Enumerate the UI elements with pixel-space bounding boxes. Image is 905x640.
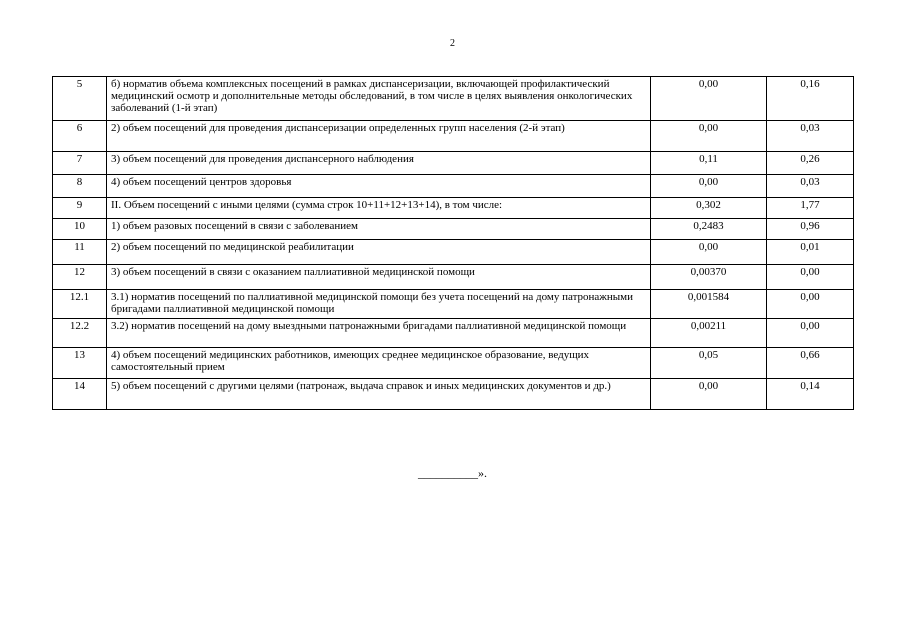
norms-table xyxy=(52,76,854,410)
row-value-2: 0,26 xyxy=(767,152,854,175)
row-number: 7 xyxy=(53,152,107,175)
table-row xyxy=(53,379,854,410)
row-value-2: 0,16 xyxy=(767,77,854,121)
row-number: 13 xyxy=(53,348,107,379)
row-number: 10 xyxy=(53,219,107,240)
table-row xyxy=(53,348,854,379)
row-number: 12.1 xyxy=(53,290,107,319)
table-row xyxy=(53,240,854,265)
row-description: 5) объем посещений с другими целями (патронаж, выдача справок и иных медицинских документов и др.) xyxy=(107,379,651,410)
row-number: 14 xyxy=(53,379,107,410)
table-row xyxy=(53,198,854,219)
row-value-2: 0,00 xyxy=(767,290,854,319)
row-value-2: 0,96 xyxy=(767,219,854,240)
row-description: 4) объем посещений центров здоровья xyxy=(107,175,651,198)
row-value-2: 1,77 xyxy=(767,198,854,219)
table-row xyxy=(53,121,854,152)
row-value-1: 0,302 xyxy=(651,198,767,219)
row-number: 12 xyxy=(53,265,107,290)
table-row xyxy=(53,265,854,290)
row-value-1: 0,05 xyxy=(651,348,767,379)
table-row xyxy=(53,175,854,198)
table-row xyxy=(53,152,854,175)
row-value-2: 0,00 xyxy=(767,319,854,348)
row-description: 3.2) норматив посещений на дому выездными патронажными бригадами паллиативной медицинской помощи xyxy=(107,319,651,348)
table-row xyxy=(53,290,854,319)
row-value-1: 0,00 xyxy=(651,77,767,121)
row-number: 11 xyxy=(53,240,107,265)
row-value-1: 0,00 xyxy=(651,240,767,265)
row-value-2: 0,00 xyxy=(767,265,854,290)
row-number: 9 xyxy=(53,198,107,219)
table-row xyxy=(53,219,854,240)
row-description: 3.1) норматив посещений по паллиативной медицинской помощи без учета посещений на дому патронажными бригадами паллиативной медицинской помощи xyxy=(107,290,651,319)
row-value-2: 0,14 xyxy=(767,379,854,410)
row-value-1: 0,2483 xyxy=(651,219,767,240)
row-value-1: 0,00 xyxy=(651,121,767,152)
row-description: II. Объем посещений с иными целями (сумма строк 10+11+12+13+14), в том числе: xyxy=(107,198,651,219)
table-row xyxy=(53,319,854,348)
row-value-1: 0,00370 xyxy=(651,265,767,290)
row-value-2: 0,03 xyxy=(767,121,854,152)
row-value-2: 0,66 xyxy=(767,348,854,379)
row-value-1: 0,00 xyxy=(651,175,767,198)
table-row xyxy=(53,77,854,121)
row-number: 8 xyxy=(53,175,107,198)
closing-mark: __________». xyxy=(418,466,487,480)
row-description: 2) объем посещений по медицинской реабилитации xyxy=(107,240,651,265)
page-number: 2 xyxy=(450,38,455,49)
row-number: 12.2 xyxy=(53,319,107,348)
row-description: 2) объем посещений для проведения диспансеризации определенных групп населения (2-й этап) xyxy=(107,121,651,152)
row-number: 5 xyxy=(53,77,107,121)
row-value-2: 0,03 xyxy=(767,175,854,198)
row-value-1: 0,11 xyxy=(651,152,767,175)
row-value-1: 0,00 xyxy=(651,379,767,410)
row-number: 6 xyxy=(53,121,107,152)
row-description: 3) объем посещений для проведения диспансерного наблюдения xyxy=(107,152,651,175)
row-description: 1) объем разовых посещений в связи с заболеванием xyxy=(107,219,651,240)
row-description: 4) объем посещений медицинских работников, имеющих среднее медицинское образование, ведущих самостоятельный прием xyxy=(107,348,651,379)
row-value-1: 0,00211 xyxy=(651,319,767,348)
row-value-2: 0,01 xyxy=(767,240,854,265)
row-description: б) норматив объема комплексных посещений в рамках диспансеризации, включающей профилактический медицинский осмотр и дополнительные методы обследований, в том числе в целях выявления онкологических заболеваний (1-й этап) xyxy=(107,77,651,121)
row-description: 3) объем посещений в связи с оказанием паллиативной медицинской помощи xyxy=(107,265,651,290)
row-value-1: 0,001584 xyxy=(651,290,767,319)
